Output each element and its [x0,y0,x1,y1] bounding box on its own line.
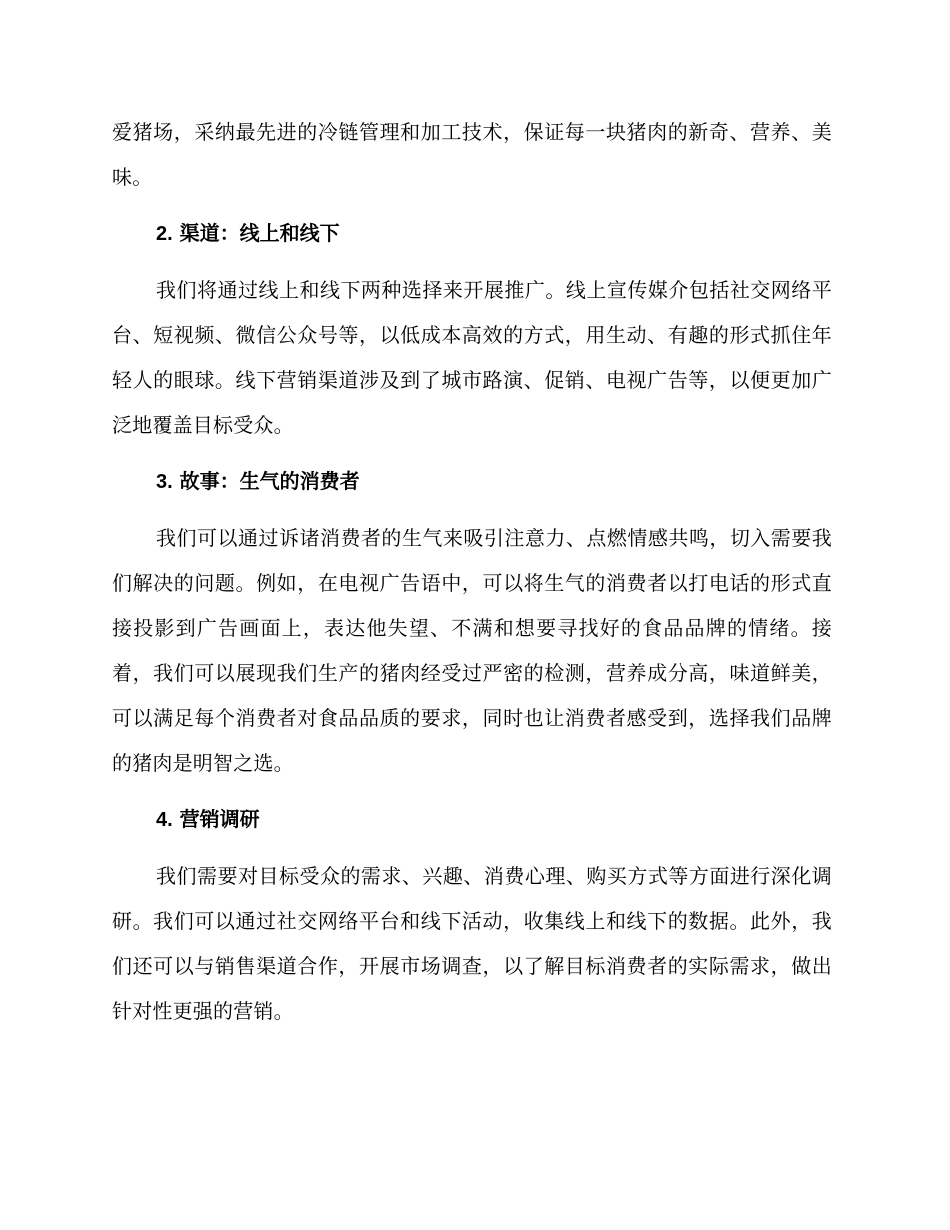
section-title: 故事：生气的消费者 [179,469,360,493]
section-heading-channels [112,211,832,257]
section-title: 营销调研 [179,807,260,831]
section-number: 3. [156,471,173,493]
section-body-story: 我们可以通过诉诸消费者的生气来吸引注意力、点燃情感共鸣，切入需要我们解决的问题。例如，在电视广告语中，可以将生气的消费者以打电话的形式直接投影到广告画面上，表达他失望、不满和想要寻找好的食品品牌的情绪。接着，我们可以展现我们生产的猪肉经受过严密的检测，营养成分高，味道鲜美，可以满足每个消费者对食品品质的要求，同时也让消费者感受到，选择我们品牌的猪肉是明智之选。 [112,526,832,775]
section-number: 4. [156,809,173,831]
document-page [112,110,832,1034]
section-body-research: 我们需要对目标受众的需求、兴趣、消费心理、购买方式等方面进行深化调研。我们可以通过社交网络平台和线下活动，收集线上和线下的数据。此外，我们还可以与销售渠道合作，开展市场调查，以了解目标消费者的实际需求，做出针对性更强的营销。 [112,864,832,1023]
section-body-channels: 我们将通过线上和线下两种选择来开展推广。线上宣传媒介包括社交网络平台、短视频、微信公众号等，以低成本高效的方式，用生动、有趣的形式抓住年轻人的眼球。线下营销渠道涉及到了城市路演、促销、电视广告等，以便更加广泛地覆盖目标受众。 [112,278,832,437]
section-title: 渠道：线上和线下 [179,221,340,245]
section-heading-research [112,797,832,843]
section-heading-story [112,459,832,505]
section-number: 2. [156,223,173,245]
intro-paragraph: 爱猪场，采纳最先进的冷链管理和加工技术，保证每一块猪肉的新奇、营养、美味。 [112,120,832,189]
